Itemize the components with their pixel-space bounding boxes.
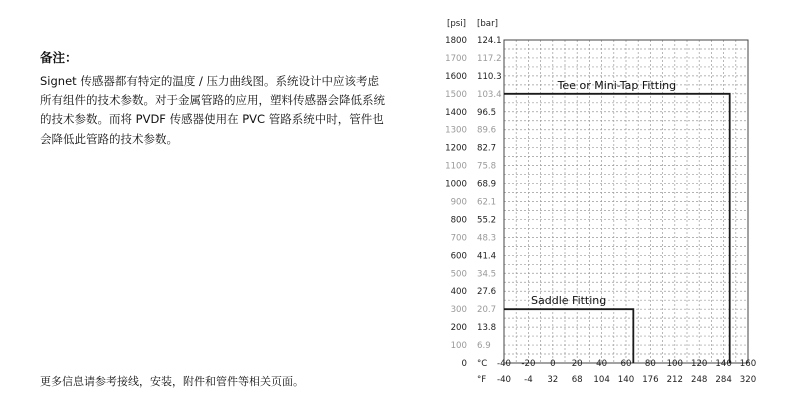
y-tick-label-bar: 62.1 <box>477 197 497 208</box>
x-unit-fahrenheit: °F <box>477 375 487 385</box>
x-tick-label-fahrenheit: -40 <box>496 375 512 385</box>
x-tick-label-fahrenheit: 68 <box>571 375 583 385</box>
x-tick-label-celsius: 20 <box>571 359 583 369</box>
x-unit-celsius: °C <box>477 359 488 369</box>
x-tick-label-celsius: 120 <box>690 359 708 369</box>
note-body: Signet 传感器都有特定的温度 / 压力曲线图。系统设计中应该考虑所有组件的技术参数。对于金属管路的应用，塑料传感器会降低系统的技术参数。而将 PVDF 传感器使用在 PVC 管路系统中时，管件也会降低此管路的技术参数。 <box>40 74 385 146</box>
x-tick-label-fahrenheit: 248 <box>690 375 708 385</box>
y-tick-label-bar: 82.7 <box>477 143 497 154</box>
x-tick-label-fahrenheit: 320 <box>739 375 757 385</box>
x-tick-label-celsius: 140 <box>715 359 732 369</box>
y-tick-label-psi: 1400 <box>445 107 467 118</box>
x-tick-label-celsius: -20 <box>521 359 536 369</box>
y-tick-label-bar: 41.4 <box>477 251 497 262</box>
y-tick-label-bar: 124.1 <box>477 36 502 46</box>
x-tick-label-celsius: 40 <box>596 359 608 369</box>
y-tick-label-psi: 1600 <box>445 71 467 82</box>
y-tick-label-bar: 75.8 <box>477 161 497 172</box>
y-tick-label-psi: 500 <box>450 269 467 280</box>
x-tick-label-celsius: 0 <box>550 359 556 369</box>
y-unit-psi: [psi] <box>447 19 467 29</box>
y-tick-label-psi: 800 <box>450 215 467 226</box>
y-tick-label-psi: 1000 <box>445 179 467 190</box>
note-title: 备注： <box>40 50 78 65</box>
x-tick-label-fahrenheit: 104 <box>593 375 610 385</box>
y-tick-label-bar: 68.9 <box>477 179 497 190</box>
y-tick-label-psi: 1200 <box>445 143 467 154</box>
y-tick-label-psi: 900 <box>450 197 467 208</box>
y-tick-label-psi: 1700 <box>445 53 467 64</box>
y-tick-label-bar: 96.5 <box>477 107 497 118</box>
y-tick-label-psi: 300 <box>450 305 467 316</box>
y-tick-label-bar: 55.2 <box>477 215 497 226</box>
x-tick-label-celsius: 100 <box>666 359 684 369</box>
y-tick-label-bar: 13.8 <box>477 323 497 334</box>
x-tick-label-celsius: -40 <box>496 359 512 369</box>
y-tick-label-psi: 1500 <box>445 89 467 100</box>
x-tick-label-fahrenheit: 140 <box>617 375 635 385</box>
y-tick-label-psi: 1300 <box>445 125 467 136</box>
y-tick-label-psi: 400 <box>450 287 467 298</box>
x-tick-label-fahrenheit: 284 <box>715 375 732 385</box>
x-tick-label-fahrenheit: 212 <box>666 375 684 385</box>
x-tick-label-fahrenheit: 32 <box>547 375 559 385</box>
y-tick-label-psi: 0 <box>461 359 467 369</box>
y-tick-label-bar: 20.7 <box>477 305 497 316</box>
x-tick-label-fahrenheit: -4 <box>524 375 533 385</box>
x-tick-label-fahrenheit: 176 <box>642 375 659 385</box>
x-tick-label-celsius: 160 <box>739 359 757 369</box>
y-tick-label-psi: 1800 <box>445 36 467 46</box>
y-tick-label-psi: 700 <box>450 233 467 244</box>
y-tick-label-bar: 117.2 <box>477 53 502 64</box>
y-tick-label-bar: 6.9 <box>477 341 491 352</box>
x-tick-label-celsius: 60 <box>620 359 632 369</box>
y-tick-label-bar: 103.4 <box>477 89 502 100</box>
y-tick-label-bar: 27.6 <box>477 287 497 298</box>
y-tick-label-psi: 200 <box>450 323 467 334</box>
y-tick-label-psi: 600 <box>450 251 467 262</box>
x-tick-label-celsius: 80 <box>644 359 656 369</box>
series-label: Saddle Fitting <box>531 294 607 308</box>
y-tick-label-psi: 1100 <box>445 161 467 172</box>
y-tick-label-bar: 89.6 <box>477 125 497 136</box>
y-tick-label-bar: 48.3 <box>477 233 497 244</box>
y-tick-label-psi: 100 <box>450 341 467 352</box>
y-unit-bar: [bar] <box>477 19 498 29</box>
y-tick-label-bar: 34.5 <box>477 269 497 280</box>
y-tick-label-bar: 110.3 <box>477 71 502 82</box>
series-label: Tee or Mini-Tap Fitting <box>557 78 677 92</box>
footer-text: 更多信息请参考接线，安装，附件和管件等相关页面。 <box>40 375 304 388</box>
